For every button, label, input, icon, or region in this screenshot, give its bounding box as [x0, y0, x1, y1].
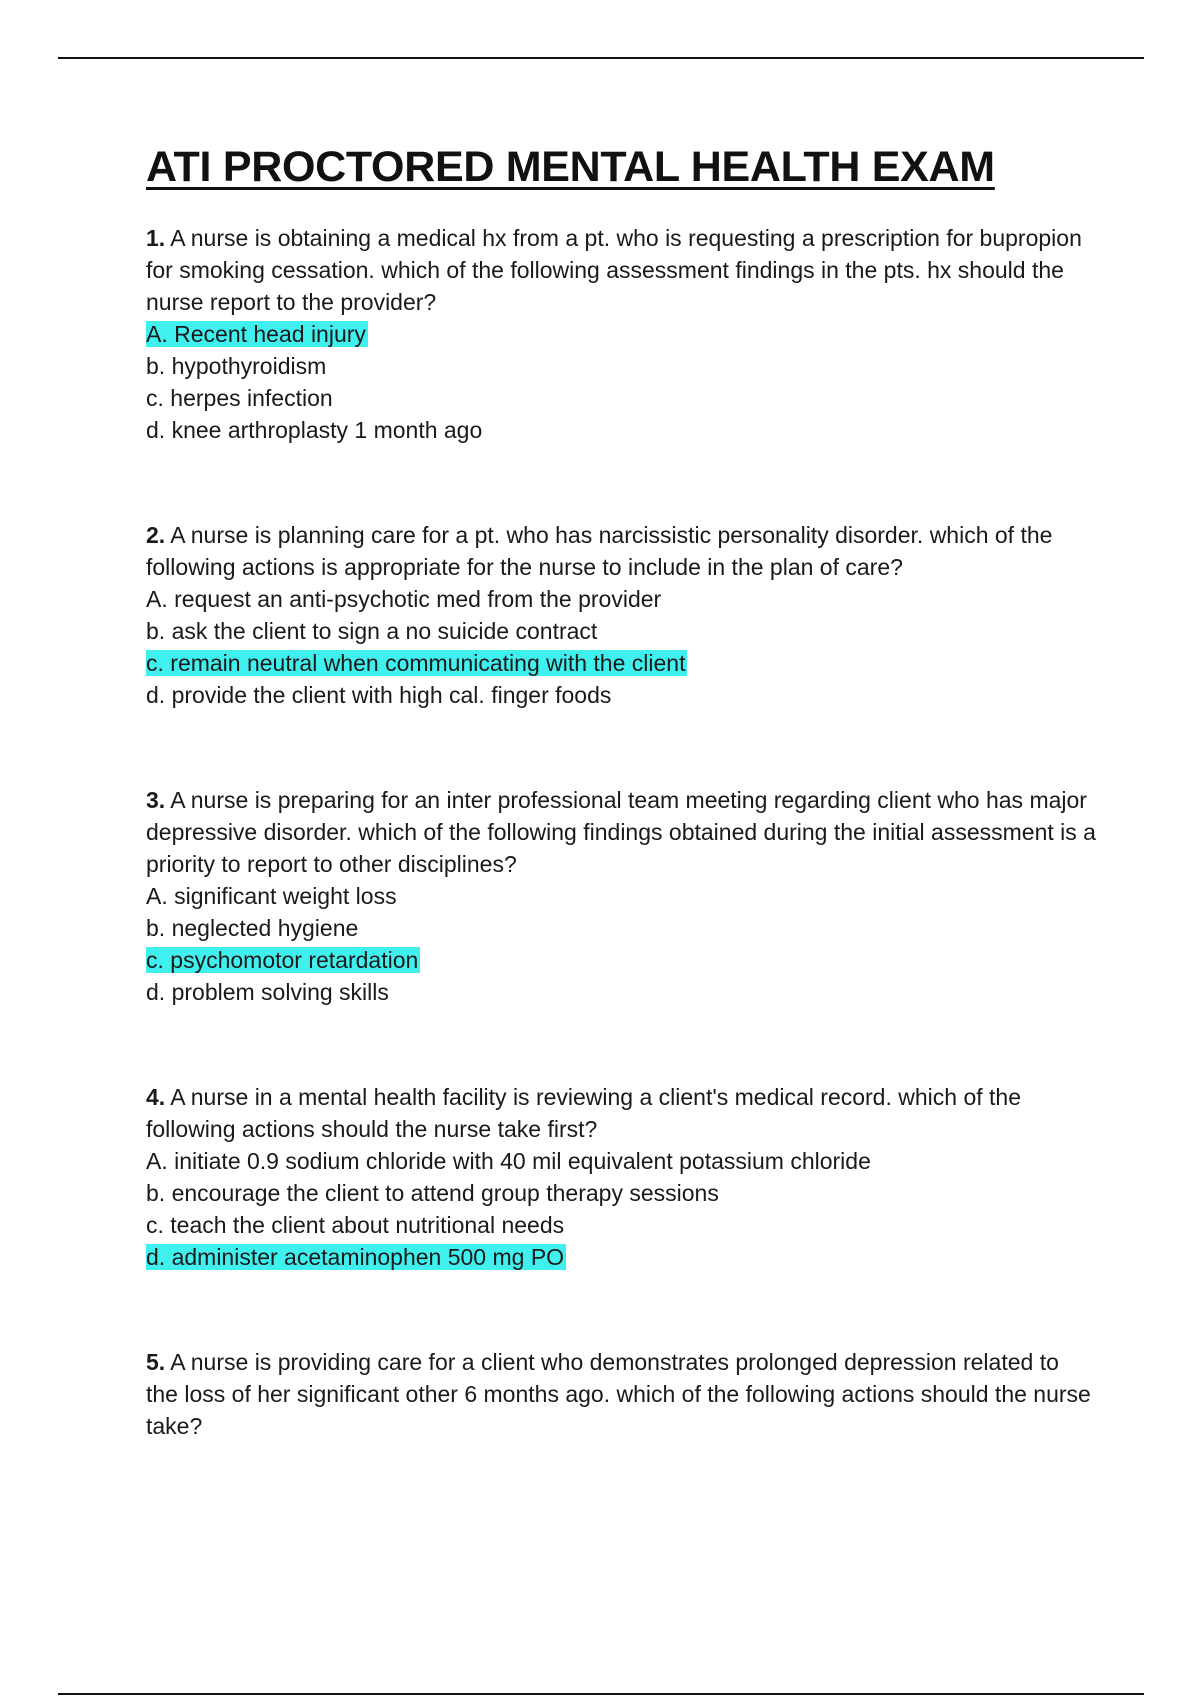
answer-option: A. significant weight loss — [146, 883, 397, 909]
question-stem — [146, 1346, 1096, 1442]
question-text: A nurse is preparing for an inter professional team meeting regarding client who has major depressive disorder. which of the following findings obtained during the initial assessment is a priority to report to other disciplines? — [146, 787, 1096, 877]
answer-option: d. problem solving skills — [146, 979, 389, 1005]
question-number: 1. — [146, 225, 166, 251]
answer-option — [146, 318, 1096, 350]
answer-option: c. herpes infection — [146, 385, 333, 411]
answer-option: A. initiate 0.9 sodium chloride with 40 mil equivalent potassium chloride — [146, 1148, 871, 1174]
question-stem — [146, 784, 1096, 880]
page-title: ATI PROCTORED MENTAL HEALTH EXAM — [146, 143, 995, 191]
highlighted-answer: A. Recent head injury — [146, 321, 366, 347]
question-1 — [146, 222, 1096, 446]
question-stem — [146, 1081, 1096, 1145]
header-rule — [58, 57, 1144, 59]
answer-option — [146, 647, 1096, 679]
question-number: 3. — [146, 787, 166, 813]
answer-option: b. ask the client to sign a no suicide contract — [146, 618, 598, 644]
question-number: 4. — [146, 1084, 166, 1110]
question-4 — [146, 1081, 1096, 1273]
answer-option: A. request an anti-psychotic med from the provider — [146, 586, 662, 612]
document-body — [146, 140, 1096, 1442]
question-number: 5. — [146, 1349, 166, 1375]
footer-rule — [58, 1693, 1144, 1695]
answer-option: d. provide the client with high cal. finger foods — [146, 682, 612, 708]
answer-option: d. knee arthroplasty 1 month ago — [146, 417, 483, 443]
highlighted-answer: c. psychomotor retardation — [146, 947, 419, 973]
question-3 — [146, 784, 1096, 1008]
answer-option: c. teach the client about nutritional needs — [146, 1212, 565, 1238]
question-number: 2. — [146, 522, 166, 548]
answer-option: b. neglected hygiene — [146, 915, 359, 941]
question-5 — [146, 1346, 1096, 1442]
answer-option: b. encourage the client to attend group therapy sessions — [146, 1180, 719, 1206]
answer-option — [146, 944, 1096, 976]
answer-option: b. hypothyroidism — [146, 353, 327, 379]
question-text: A nurse in a mental health facility is reviewing a client's medical record. which of the following actions should the nurse take first? — [146, 1084, 1021, 1142]
question-text: A nurse is providing care for a client who demonstrates prolonged depression related to the loss of her significant other 6 months ago. which of the following actions should the nurse take? — [146, 1349, 1091, 1439]
question-2 — [146, 519, 1096, 711]
question-text: A nurse is planning care for a pt. who has narcissistic personality disorder. which of the following actions is appropriate for the nurse to include in the plan of care? — [146, 522, 1053, 580]
question-text: A nurse is obtaining a medical hx from a pt. who is requesting a prescription for bupropion for smoking cessation. which of the following assessment findings in the pts. hx should the nurse report to the provider? — [146, 225, 1082, 315]
question-stem — [146, 519, 1096, 583]
answer-option — [146, 1241, 1096, 1273]
highlighted-answer: d. administer acetaminophen 500 mg PO — [146, 1244, 565, 1270]
highlighted-answer: c. remain neutral when communicating with the client — [146, 650, 686, 676]
question-stem — [146, 222, 1096, 318]
